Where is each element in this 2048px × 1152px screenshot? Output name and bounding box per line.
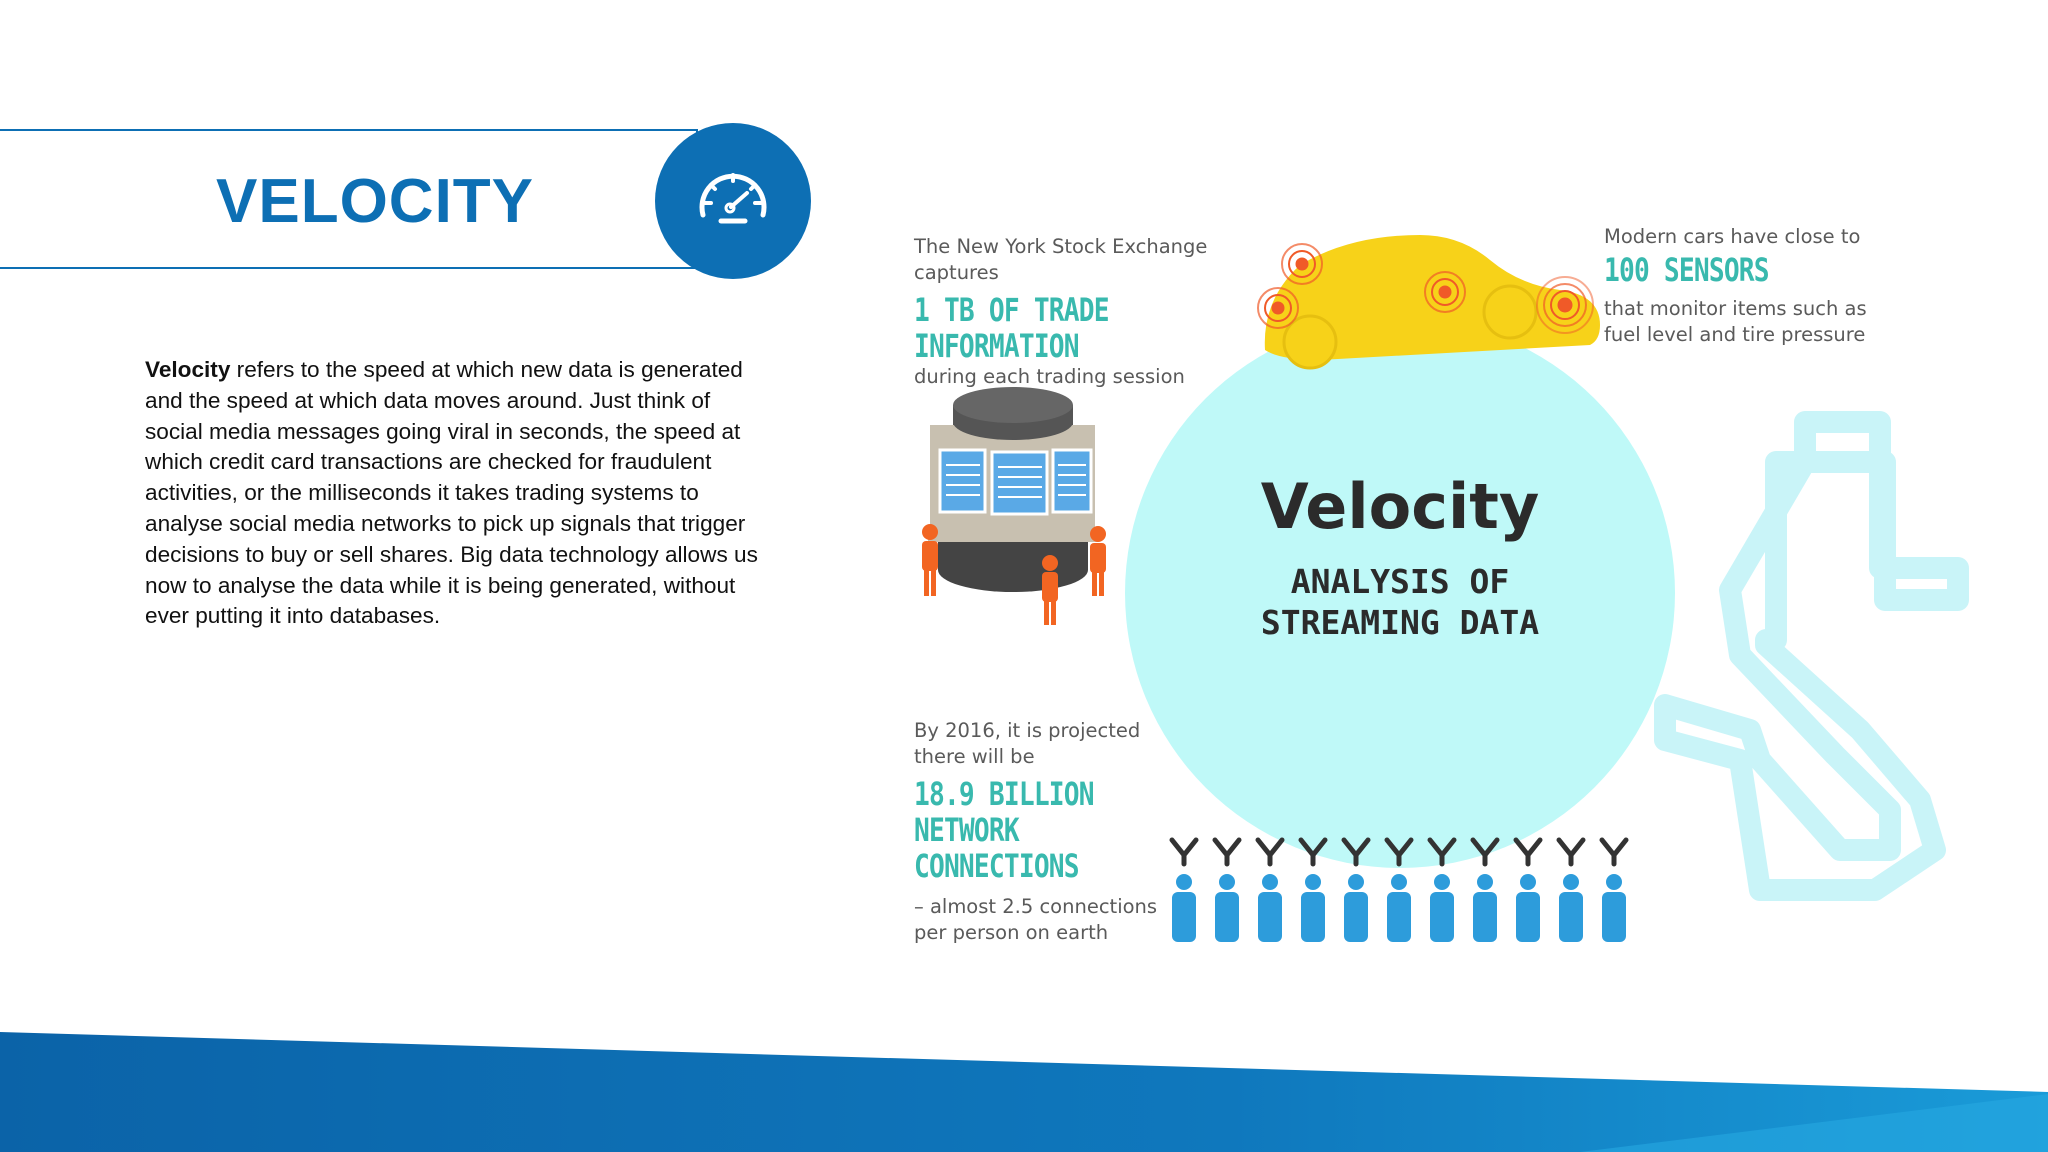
network-outro-line-1: – almost 2.5 connections — [914, 895, 1158, 918]
infographic-center-title: Velocity — [1260, 470, 1540, 543]
cars-outro-line-1: that monitor items such as — [1604, 297, 1867, 320]
body-description: refers to the speed at which new data is generated and the speed at which data moves around. Just think of social media messages going viral in seconds, the speed at which credit card transactions are checked for fraudulent activities, or the milliseconds it takes trading systems to analyse social media networks to pick up signals that trigger decisions to buy or sell shares. Big data technology allows us now to analyse the data while it is being generated, without ever putting it into databases. — [145, 357, 758, 629]
cars-outro-line-2: fuel level and tire pressure — [1604, 323, 1866, 346]
network-people — [1172, 874, 1626, 942]
infographic-subtitle-line-2: STREAMING DATA — [1260, 603, 1540, 642]
nyse-intro-line-1: The New York Stock Exchange — [914, 235, 1208, 258]
network-stat-line-1: 18.9 BILLION — [914, 775, 1094, 813]
nyse-intro-line-2: captures — [914, 261, 999, 284]
speedometer-icon — [695, 163, 771, 239]
speedometer-icon-badge — [655, 123, 811, 279]
body-paragraph — [145, 355, 770, 632]
network-outro-line-2: per person on earth — [914, 921, 1109, 944]
body-lead-term: Velocity — [145, 357, 231, 382]
cars-stat: 100 SENSORS — [1604, 251, 1769, 289]
infographic-subtitle-line-1: ANALYSIS OF — [1290, 562, 1510, 601]
nyse-outro: during each trading session — [914, 365, 1185, 388]
velocity-infographic — [900, 200, 1980, 1000]
car-illustration — [1265, 235, 1600, 368]
footer-wave-band — [0, 1030, 2048, 1152]
person-row — [1172, 874, 1626, 942]
background-outline-shape — [1665, 422, 1958, 890]
network-intro-line-1: By 2016, it is projected — [914, 719, 1141, 742]
network-stat-line-3: CONNECTIONS — [914, 847, 1079, 885]
cars-intro: Modern cars have close to — [1604, 225, 1861, 248]
nyse-stat-line-1: 1 TB OF TRADE — [914, 291, 1109, 329]
stock-exchange-illustration — [922, 387, 1106, 625]
network-stat-line-2: NETWORK — [914, 811, 1019, 849]
network-intro-line-2: there will be — [914, 745, 1035, 768]
slide-title: VELOCITY — [216, 167, 535, 236]
nyse-stat-line-2: INFORMATION — [914, 327, 1079, 365]
